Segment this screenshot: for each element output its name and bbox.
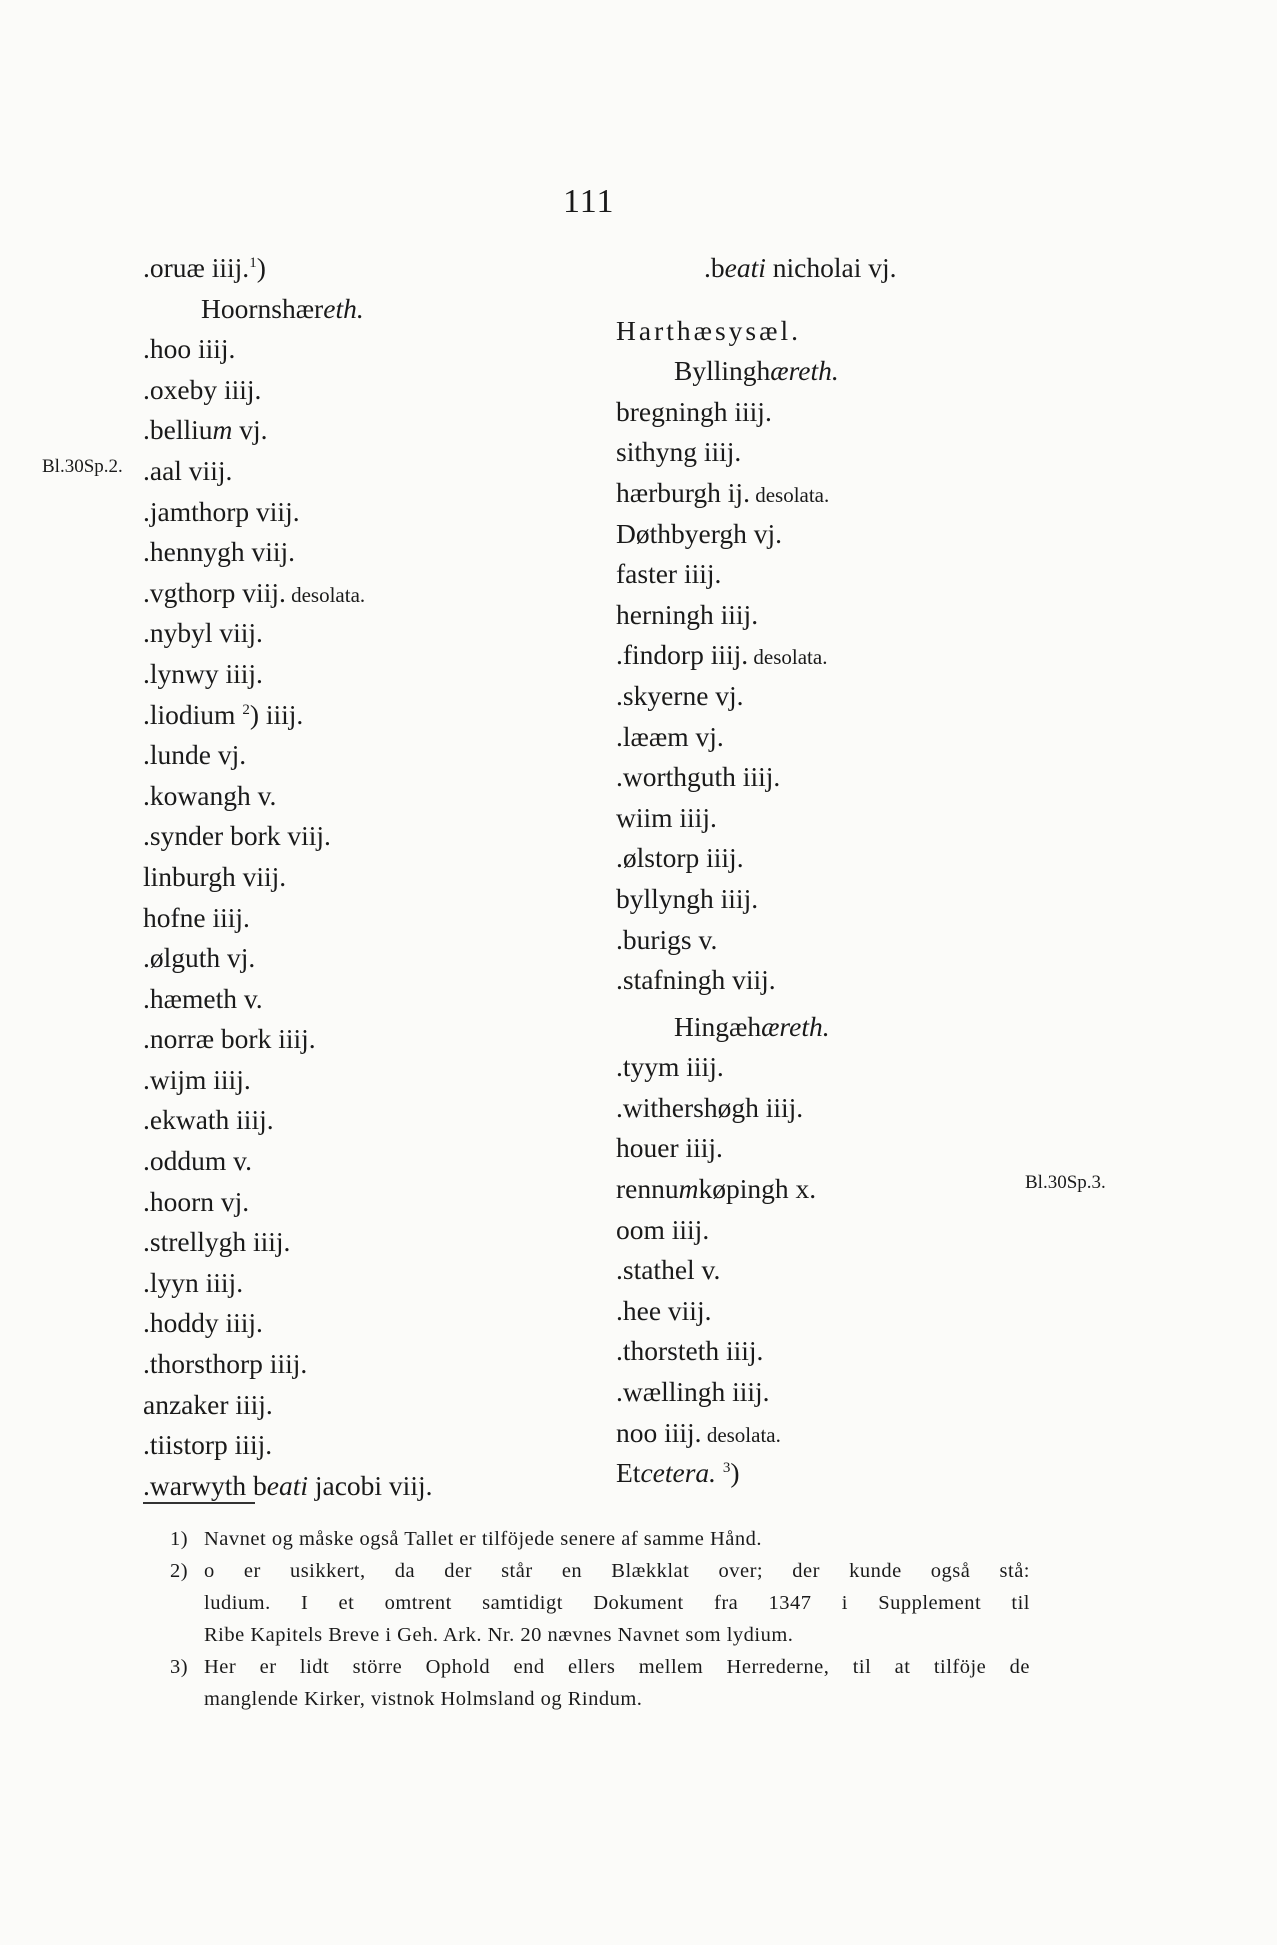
- list-item: .lunde vj.: [143, 739, 247, 771]
- footnote-1: 1) Navnet og måske også Tallet er tilföjede senere af samme Hånd.: [170, 1528, 763, 1550]
- list-item: .strellygh iiij.: [143, 1226, 291, 1258]
- list-item: .thorsthorp iiij.: [143, 1348, 308, 1380]
- list-item: bregningh iiij.: [616, 395, 772, 427]
- page-number: 111: [563, 183, 615, 220]
- list-item: .tiistorp iiij.: [143, 1429, 273, 1461]
- list-item: .ølguth vj.: [143, 942, 256, 974]
- list-item: .stathel v.: [616, 1254, 721, 1286]
- list-item: .hoorn vj.: [143, 1185, 250, 1217]
- left-column: [143, 248, 523, 1506]
- list-item: anzaker iiij.: [143, 1388, 273, 1420]
- list-item: rennumkøpingh x.: [616, 1173, 817, 1205]
- list-item: .thorsteth iiij.: [616, 1335, 764, 1367]
- list-item: .lyyn iiij.: [143, 1266, 244, 1298]
- list-item: .wællingh iiij.: [616, 1376, 770, 1408]
- list-item: herningh iiij.: [616, 598, 759, 630]
- list-item: .hennygh viij.: [143, 536, 296, 568]
- list-item: .withershøgh iiij.: [616, 1091, 804, 1123]
- list-item: hærburgh ij. desolata.: [616, 476, 830, 508]
- herred-heading: Byllinghæreth.: [674, 355, 839, 387]
- list-item: sithyng iiij.: [616, 436, 742, 468]
- list-item: .liodium $^2$) iiij.: [143, 698, 304, 730]
- margin-note-right: Bl.30Sp.3.: [1025, 1172, 1106, 1193]
- section-title: Harthæsysæl.: [616, 314, 801, 346]
- list-item: hofne iiij.: [143, 901, 250, 933]
- list-item: wiim iiij.: [616, 801, 717, 833]
- list-item: .aal viij.: [143, 454, 233, 486]
- list-item: houer iiij.: [616, 1132, 723, 1164]
- list-item: .ølstorp iiij.: [616, 842, 744, 874]
- list-item: .norræ bork iiij.: [143, 1023, 316, 1055]
- herred-heading: Hoornshæreth.: [201, 292, 364, 324]
- list-item: Døthbyergh vj.: [616, 517, 783, 549]
- list-item: .hee viij.: [616, 1294, 712, 1326]
- list-item: faster iiij.: [616, 558, 722, 590]
- list-item: .warwyth beati jacobi viij.: [143, 1469, 433, 1501]
- list-item: .oxeby iiij.: [143, 373, 262, 405]
- list-item: .hoo iiij.: [143, 333, 236, 365]
- list-item: .oddum v.: [143, 1145, 252, 1177]
- right-column: [616, 248, 1016, 1494]
- list-item: Etcetera. $^3$): [616, 1457, 740, 1489]
- list-item: .stafningh viij.: [616, 964, 776, 996]
- margin-note-left: Bl.30Sp.2.: [42, 456, 123, 477]
- list-item: .lææm vj.: [616, 720, 724, 752]
- footnote-rule: [143, 1502, 255, 1504]
- list-item: .skyerne vj.: [616, 679, 744, 711]
- list-item: noo iiij. desolata.: [616, 1416, 781, 1448]
- herred-heading: Hingæhæreth.: [674, 1010, 830, 1042]
- list-item: .vgthorp viij. desolata.: [143, 576, 366, 608]
- list-item: .kowangh v.: [143, 779, 277, 811]
- list-item: .beati nicholai vj.: [704, 252, 897, 283]
- list-item: oom iiij.: [616, 1213, 710, 1245]
- list-item: .tyym iiij.: [616, 1051, 724, 1083]
- footnote-2: 2) o er usikkert, da der står en Blækklat over; der kunde også stå: ludium. I et omtrent samtidigt Dokument fra 1347 i Supplement til Ribe Kapitels Breve i Geh. Ark. Nr. 20 nævnes Navnet som lydium.: [170, 1560, 1030, 1646]
- footnotes: [170, 1523, 1030, 1715]
- list-item: .burigs v.: [616, 923, 718, 955]
- list-item: linburgh viij.: [143, 860, 287, 892]
- list-item: .ekwath iiij.: [143, 1104, 274, 1136]
- list-item: .worthguth iiij.: [616, 761, 781, 793]
- list-item: .synder bork viij.: [143, 820, 331, 852]
- list-item: .jamthorp viij.: [143, 495, 300, 527]
- list-item: .findorp iiij. desolata.: [616, 639, 828, 671]
- list-item: .wijm iiij.: [143, 1063, 251, 1095]
- list-item: .bellium vj.: [143, 414, 268, 446]
- list-item: .nybyl viij.: [143, 617, 263, 649]
- list-item: byllyngh iiij.: [616, 882, 759, 914]
- list-item: .hoddy iiij.: [143, 1307, 263, 1339]
- footnote-3: 3) Her er lidt större Ophold end ellers mellem Herrederne, til at tilföje de manglende Kirker, vistnok Holmsland og Rindum.: [170, 1656, 1030, 1710]
- list-item: .lynwy iiij.: [143, 657, 263, 689]
- list-item: .oruæ iiij.$^1$): [143, 252, 266, 283]
- list-item: .hæmeth v.: [143, 982, 263, 1014]
